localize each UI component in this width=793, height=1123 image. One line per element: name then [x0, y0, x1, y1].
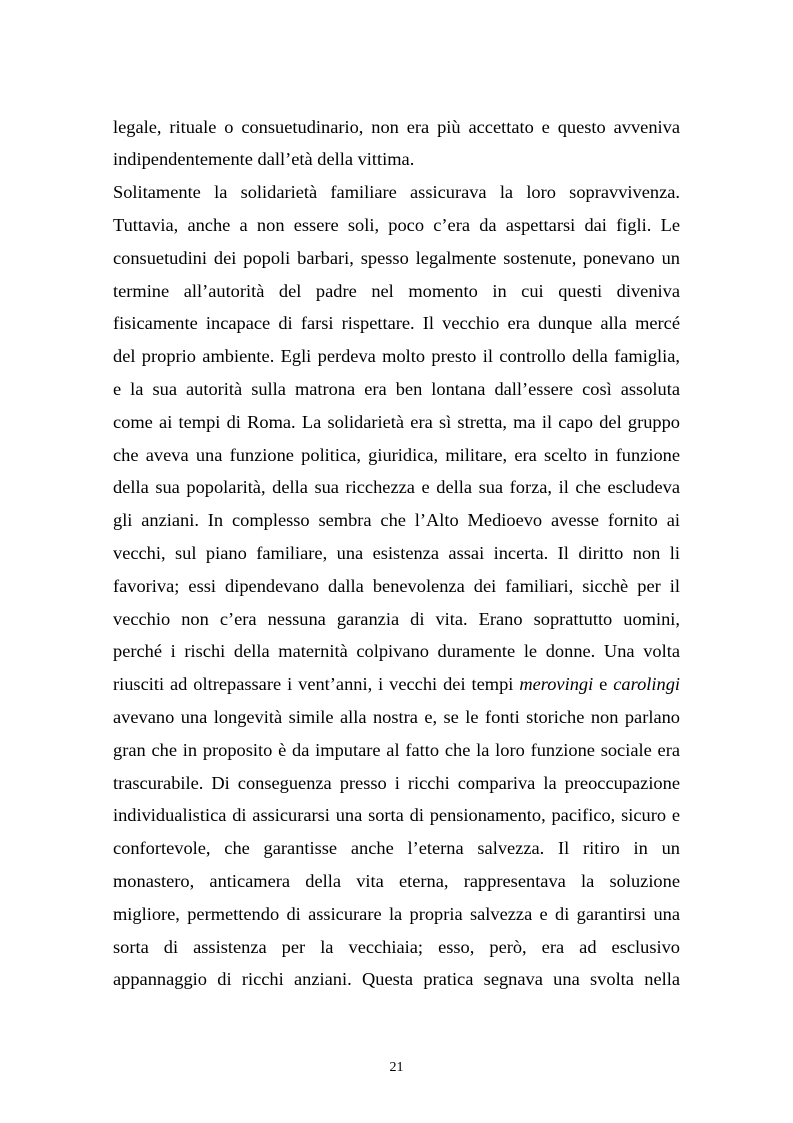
text-line: come ai tempi di Roma. La solidarietà era sì stretta, ma il capo del gruppo [113, 411, 680, 432]
text-line: appannaggio di ricchi anziani. Questa pratica segnava una svolta nella [113, 969, 680, 990]
text-line: individualistica di assicurarsi una sorta di pensionamento, pacifico, sicuro e [113, 805, 680, 826]
text-line: gli anziani. In complesso sembra che l’Alto Medioevo avesse fornito ai [113, 510, 680, 531]
text-line: vecchio non c’era nessuna garanzia di vita. Erano soprattutto uomini, [113, 608, 680, 629]
text-line: della sua popolarità, della sua ricchezza e della sua forza, il che escludeva [113, 477, 680, 498]
text-line: e la sua autorità sulla matrona era ben lontana dall’essere così assoluta [113, 378, 680, 399]
text-line: perché i rischi della maternità colpivano duramente le donne. Una volta [113, 641, 680, 662]
body-text [113, 111, 680, 997]
text-line: gran che in proposito è da imputare al fatto che la loro funzione sociale era [113, 739, 680, 760]
text-line: migliore, permettendo di assicurare la propria salvezza e di garantirsi una [113, 903, 680, 924]
text-line: trascurabile. Di conseguenza presso i ricchi compariva la preoccupazione [113, 772, 680, 793]
text-line: consuetudini dei popoli barbari, spesso legalmente sostenute, ponevano un [113, 247, 680, 268]
text-line: indipendentemente dall’età della vittima. [113, 149, 415, 170]
text-line: termine all’autorità del padre nel momento in cui questi diveniva [113, 280, 680, 301]
text-line: vecchi, sul piano familiare, una esistenza assai incerta. Il diritto non li [113, 542, 680, 563]
text-line: monastero, anticamera della vita eterna, rappresentava la soluzione [113, 870, 680, 891]
text-line: fisicamente incapace di farsi rispettare. Il vecchio era dunque alla mercé [113, 313, 680, 334]
italic-term: carolingi [613, 674, 680, 695]
text-line: che aveva una funzione politica, giuridica, militare, era scelto in funzione [113, 444, 680, 465]
text-line: del proprio ambiente. Egli perdeva molto presto il controllo della famiglia, [113, 346, 680, 367]
text-line: confortevole, che garantisse anche l’eterna salvezza. Il ritiro in un [113, 838, 680, 859]
page-number: 21 [389, 1060, 404, 1075]
text-line: favoriva; essi dipendevano dalla benevolenza dei familiari, sicchè per il [113, 575, 680, 596]
text-line: Solitamente la solidarietà familiare assicurava la loro sopravvivenza. [113, 182, 680, 203]
text-segment: e [593, 674, 614, 695]
text-line: avevano una longevità simile alla nostra e, se le fonti storiche non parlano [113, 706, 680, 727]
text-line: legale, rituale o consuetudinario, non era più accettato e questo avveniva [113, 116, 680, 137]
italic-term: merovingi [519, 674, 594, 695]
text-line: Tuttavia, anche a non essere soli, poco c’era da aspettarsi dai figli. Le [113, 214, 680, 235]
text-line [113, 668, 680, 701]
text-segment: riusciti ad oltrepassare i vent’anni, i vecchi dei tempi [113, 674, 520, 695]
text-line: sorta di assistenza per la vecchiaia; esso, però, era ad esclusivo [113, 936, 680, 957]
